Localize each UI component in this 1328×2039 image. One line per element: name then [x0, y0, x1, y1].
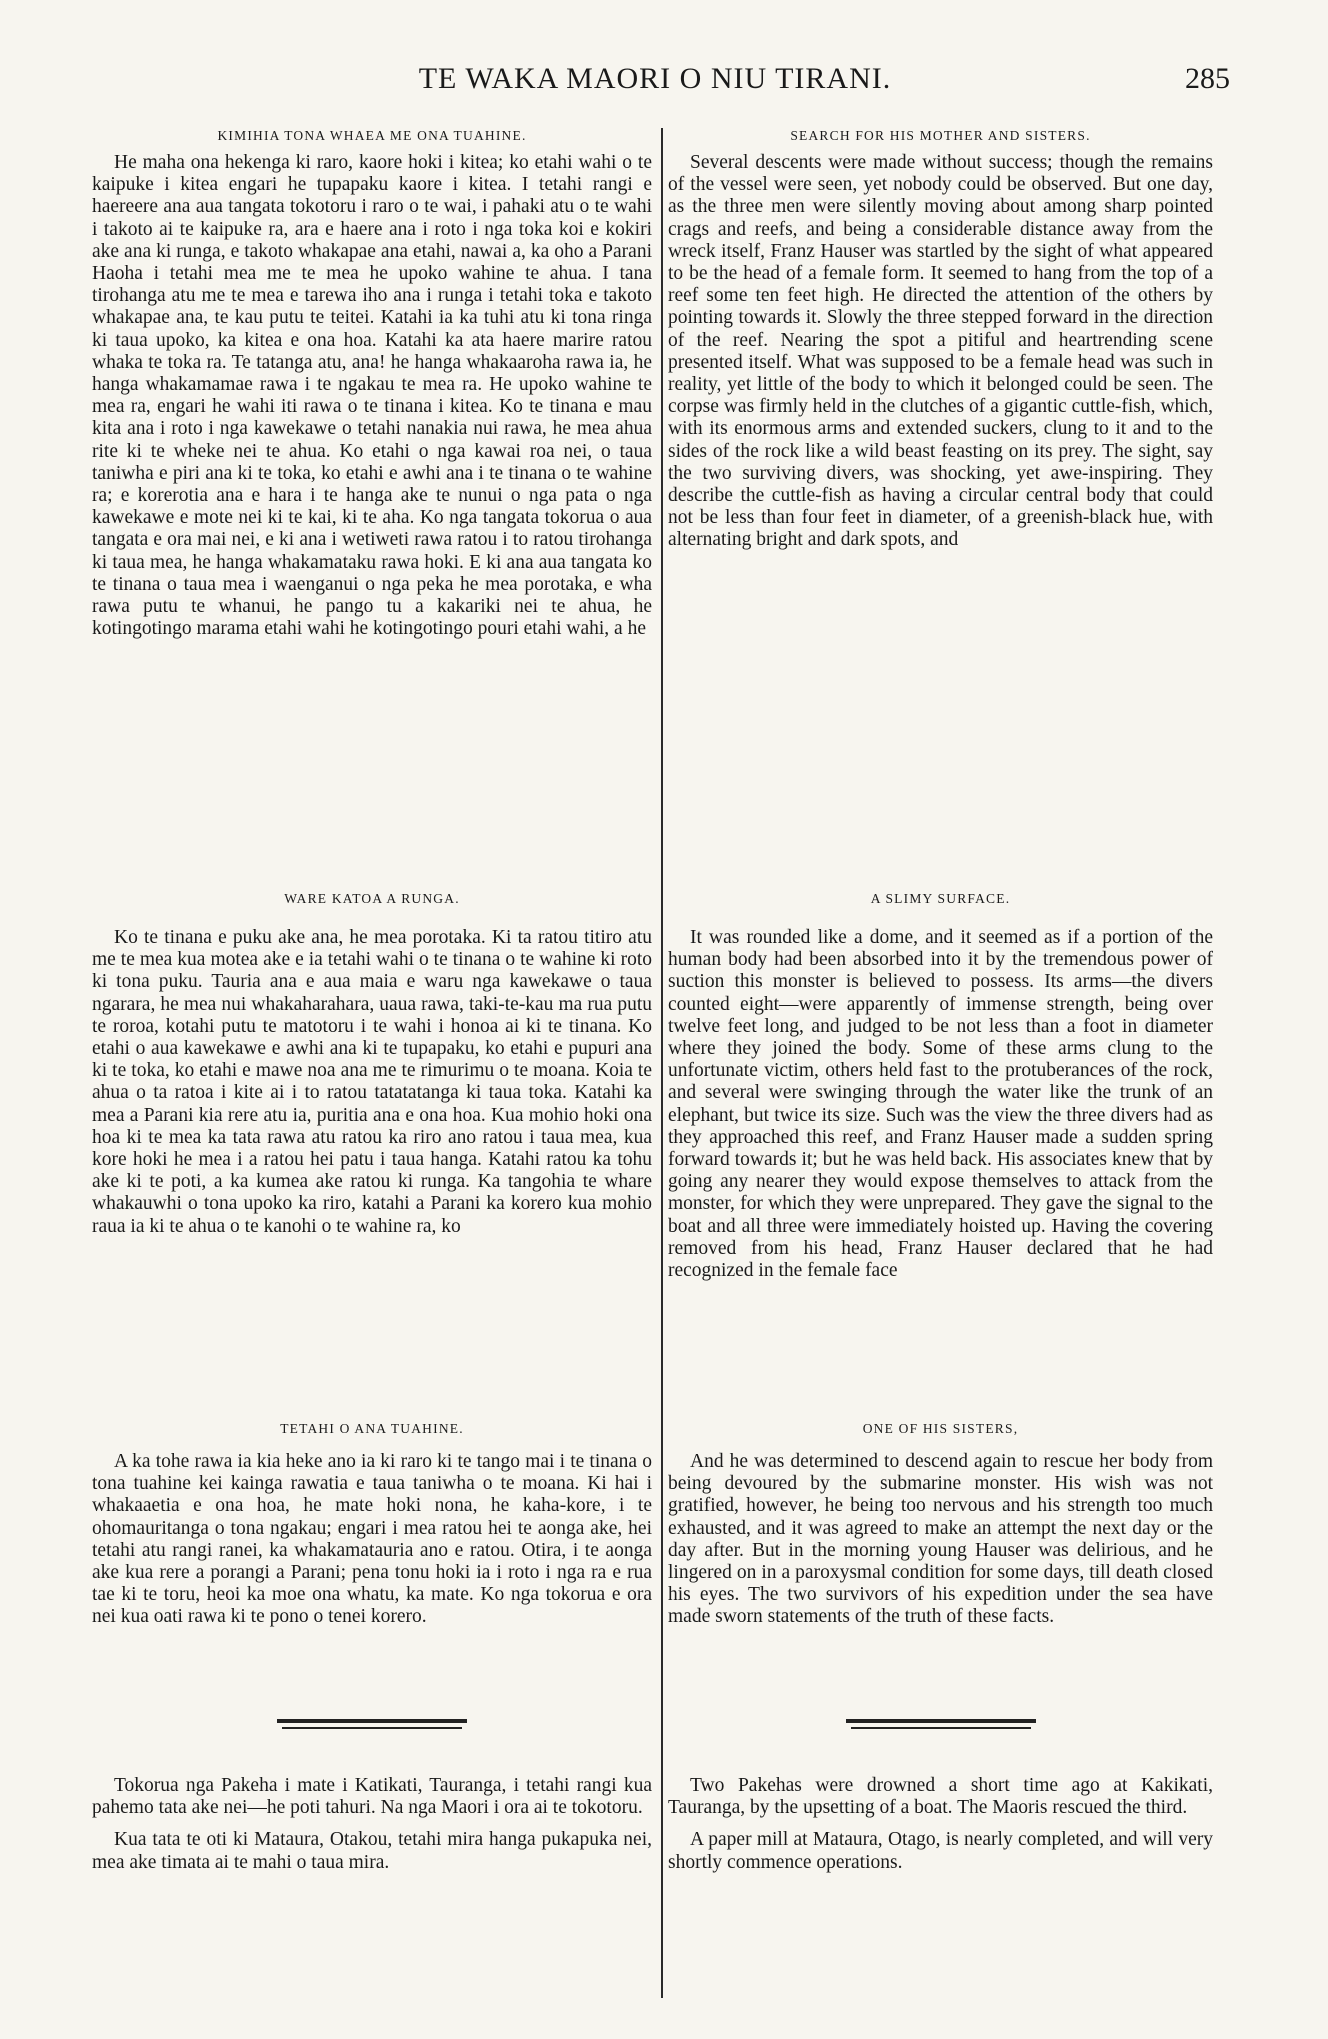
section-heading-left-1: KIMIHIA TONA WHAEA ME ONA TUAHINE. — [217, 128, 527, 143]
section-heading-left-2: WARE KATOA A RUNGA. — [284, 891, 460, 906]
article-paragraph-right-2: It was rounded like a dome, and it seemed as if a portion of the human body had been absorbed into it by the tremendous power of suction this monster is believed to possess. Its arms—the divers counted eight—were apparently of immense strength, being over twelve feet long, and judged to be not less than a foot in diameter where they joined the body. Some of these arms clung to the unfortunate victim, others held fast to the protuberances of the rock, and several were swinging through the water like the trunk of an elephant, but twice its size. Such was the view the three divers had as they approached this reef, and Franz Hauser made a sudden spring forward towards it; but he was held back. His associates knew that by going any nearer they would expose themselves to attack from the monster, for which they were unprepared. They gave the signal to the boat and all three were immediately hoisted up. Having the covering removed from his head, Franz Hauser declared that he had recognized in the female face — [668, 927, 1213, 1282]
separator-rule — [277, 1719, 467, 1723]
section-heading-left-3: TETAHI O ANA TUAHINE. — [280, 1421, 464, 1436]
separator-rule — [282, 1727, 462, 1729]
maori-column — [92, 124, 652, 1874]
separator-rule — [851, 1727, 1031, 1729]
section-separator-right — [668, 1705, 1213, 1761]
column-divider — [661, 128, 663, 1998]
page-title: TE WAKA MAORI O NIU TIRANI. — [418, 62, 892, 95]
section-heading-right-3: ONE OF HIS SISTERS, — [862, 1421, 1019, 1436]
section-separator-left — [92, 1705, 652, 1761]
article-paragraph-left-3: A ka tohe rawa ia kia heke ano ia ki raro ki te tango mai i te tinana o tona tuahine kei kainga rawatia e taua taniwha o te moana. Ki hai i whakaaetia e ona hoa, he mate hoki nona, he kaha-kore, i te ohomauritanga o tona ngakau; engari i mea ratou hei te aonga ake, hei tetahi atu rangi ranei, ka whakamatauria ano e ratou. Otira, i te aonga ake kua rere a porangi a Parani; pena tonu hoki ia i roto i nga ra e rua tae ki te toru, heoi ka moe ona whatu, ka mate. Ko nga tokorua e ora nei kua oati rawa ki te pono o tenei korero. — [92, 1451, 652, 1628]
english-column — [668, 124, 1213, 1874]
article-paragraph-left-1: He maha ona hekenga ki raro, kaore hoki i kitea; ko etahi wahi o te kaipuke i kitea engari he tupapaku kaore i kitea. I tetahi rangi e haereere ana aua tangata tokotoru i raro o te wai, i pahaki atu o te wahi i takoto ai te kaipuke ra, ara e haere ana i roto i nga toka koi e kokiri ake ana ki runga, e takoto whakapae ana etahi, nawai a, ka oho a Parani Haoha i tetahi mea me te mea he upoko wahine te ahua. I tana tirohanga atu me te mea e tarewa iho ana i runga i tetahi toka e takoto whakapae ana, te kau putu te teitei. Katahi ia ka tuhi atu ki tona ringa ki taua upoko, ka kitea e ona hoa. Katahi ka ata haere marire ratou whaka te toka ra. Te tatanga atu, ana! he hanga whakaaroha rawa ia, he hanga whakamamae rawa i te ngakau te mea ra. He upoko wahine te mea ra, engari he wahi iti rawa o te tinana i kitea. Ko te tinana e mau kita ana i roto i nga kawekawe o tetahi nanakia nui rawa, he mea ahua rite ki te wheke nei te ahua. Ko etahi o nga kawai roa nei, o taua taniwha e piri ana ki te toka, ko etahi e awhi ana i te tinana o te wahine ra; e korerotia ana e hara i te hanga ake te nunui o nga pata o nga kawekawe e mote nei ki te kai, ki te aha. Ko nga tangata tokorua o aua tangata e ora mai nei, e ki ana i wetiweti rawa ratou i to ratou tirohanga ki taua mea, he hanga whakamataku rawa hoki. E ki ana aua tangata ko te tinana o taua mea i waenganui o nga peka he mea porotaka, e wha rawa putu te whanui, he pango tu a kakariki nei te ahua, he kotingotingo marama etahi wahi he kotingotingo pouri etahi wahi, a he — [92, 152, 652, 640]
page-header — [80, 62, 1230, 106]
news-item-left-1: Tokorua nga Pakeha i mate i Katikati, Tauranga, i tetahi rangi kua pahemo tata ake nei—he poti tahuri. Na nga Maori i ora ai te tokotoru. — [92, 1775, 652, 1819]
news-item-left-2: Kua tata te oti ki Mataura, Otakou, tetahi mira hanga pukapuka nei, mea ake timata ai te mahi o taua mira. — [92, 1829, 652, 1873]
article-paragraph-right-1: Several descents were made without success; though the remains of the vessel were seen, yet nobody could be observed. But one day, as the three men were silently moving about among sharp pointed crags and reefs, and being a considerable distance away from the wreck itself, Franz Hauser was startled by the sight of what appeared to be the head of a female form. It seemed to hang from the top of a reef some ten feet high. He directed the attention of the others by pointing towards it. Slowly the three stepped forward in the direction of the reef. Nearing the spot a pitiful and heartrending scene presented itself. What was supposed to be a female head was such in reality, yet little of the body to which it belonged could be seen. The corpse was firmly held in the clutches of a gigantic cuttle-fish, which, with its enormous arms and extended suckers, clung to it and to the sides of the rock like a wild beast feasting on its prey. The sight, say the two surviving divers, was shocking, yet awe-inspiring. They describe the cuttle-fish as having a circular central body that could not be less than four feet in diameter, of a greenish-black hue, with alternating bright and dark spots, and — [668, 152, 1213, 551]
article-paragraph-right-3: And he was determined to descend again to rescue her body from being devoured by the submarine monster. His wish was not gratified, however, he being too nervous and his strength too much exhausted, and it was agreed to make an attempt the next day or the day after. But in the morning young Hauser was delirious, and he lingered on in a paroxysmal condition for some days, till death closed his eyes. The two survivors of his expedition under the sea have made sworn statements of the truth of these facts. — [668, 1451, 1213, 1628]
section-heading-right-2: A SLIMY SURFACE. — [870, 891, 1011, 906]
news-item-right-1: Two Pakehas were drowned a short time ago at Kakikati, Tauranga, by the upsetting of a boat. The Maoris rescued the third. — [668, 1775, 1213, 1819]
separator-rule — [846, 1719, 1036, 1723]
section-heading-right-1: SEARCH FOR HIS MOTHER AND SISTERS. — [790, 128, 1091, 143]
news-item-right-2: A paper mill at Mataura, Otago, is nearly completed, and will very shortly commence operations. — [668, 1829, 1213, 1873]
article-paragraph-left-2: Ko te tinana e puku ake ana, he mea porotaka. Ki ta ratou titiro atu me te mea kua motea ake e ia tetahi wahi o te tinana o te wahine ki roto ki tona puku. Tauria ana e aua maia e waru nga kawekawe o taua ngarara, he mea nui whakaharahara, uaua rawa, taki-te-kau ma rua putu te roroa, kotahi putu te matotoru i te wahi i honoa ai ki te tinana. Ko etahi o aua kawekawe e awhi ana ki te tupapaku, ko etahi e pupuri ana ki te toka, ko etahi e mawe noa ana me te rimurimu o te moana. Koia te ahua o ta ratoa i kite ai i to ratou tatatatanga ki taua toka. Katahi ka mea a Parani kia rere atu ia, puritia ana e ona hoa. Kua mohio hoki ona hoa ki te mea ka tata rawa atu ratou ka riro ano ratou i taua mea, kua kore hoki he mea i a ratou hei patu i taua hanga. Katahi ratou ka tohu ake ki te poti, a ka kumea ake ratou ki runga. Ka tangohia te whare whakauwhi o tona upoko ka riro, katahi a Parani ka korero kua mohio raua ia ki te ahua o te kanohi o te wahine ra, ko — [92, 927, 652, 1237]
page-number: 285 — [1185, 62, 1230, 95]
